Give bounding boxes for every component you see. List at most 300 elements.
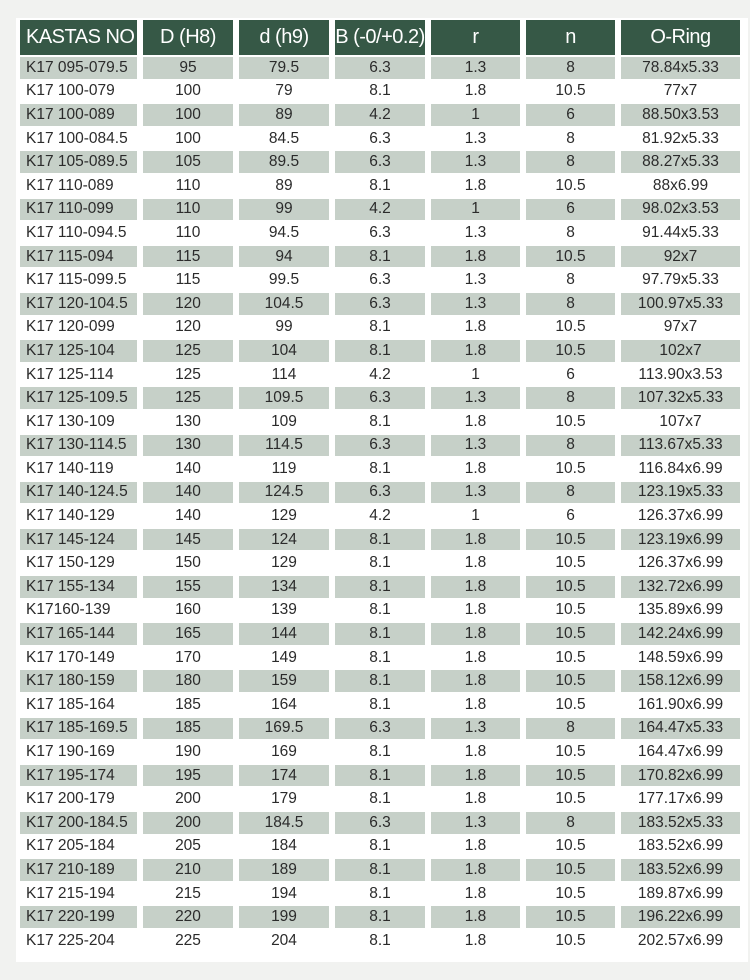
cell-n: 10.5 (526, 906, 615, 928)
table-row (20, 552, 740, 574)
cell-radius: 1.8 (431, 552, 520, 574)
table-row (20, 765, 740, 787)
cell-o-ring: 126.37x6.99 (621, 552, 740, 574)
cell-width: 4.2 (335, 505, 425, 527)
cell-kastas-no: K17 125-109.5 (20, 387, 137, 409)
cell-n: 10.5 (526, 340, 615, 362)
cell-kastas-no: K17160-139 (20, 600, 137, 622)
cell-outer-diameter: 125 (143, 364, 233, 386)
cell-outer-diameter: 200 (143, 788, 233, 810)
cell-inner-diameter: 119 (239, 458, 329, 480)
cell-width: 8.1 (335, 600, 425, 622)
cell-outer-diameter: 200 (143, 812, 233, 834)
cell-radius: 1.8 (431, 765, 520, 787)
cell-outer-diameter: 210 (143, 859, 233, 881)
cell-outer-diameter: 125 (143, 387, 233, 409)
cell-inner-diameter: 79 (239, 81, 329, 103)
cell-n: 8 (526, 151, 615, 173)
cell-o-ring: 97x7 (621, 317, 740, 339)
cell-radius: 1.8 (431, 576, 520, 598)
cell-o-ring: 81.92x5.33 (621, 128, 740, 150)
cell-n: 10.5 (526, 175, 615, 197)
header-width: B (-0/+0.2) (335, 20, 425, 55)
cell-inner-diameter: 184.5 (239, 812, 329, 834)
table-row (20, 836, 740, 858)
cell-o-ring: 132.72x6.99 (621, 576, 740, 598)
cell-kastas-no: K17 200-179 (20, 788, 137, 810)
cell-o-ring: 170.82x6.99 (621, 765, 740, 787)
cell-o-ring: 202.57x6.99 (621, 930, 740, 952)
cell-radius: 1.8 (431, 175, 520, 197)
cell-n: 10.5 (526, 647, 615, 669)
table-row (20, 364, 740, 386)
table-row (20, 317, 740, 339)
cell-width: 8.1 (335, 529, 425, 551)
cell-n: 10.5 (526, 576, 615, 598)
cell-n: 10.5 (526, 765, 615, 787)
cell-outer-diameter: 105 (143, 151, 233, 173)
cell-radius: 1.8 (431, 859, 520, 881)
cell-kastas-no: K17 150-129 (20, 552, 137, 574)
table-row (20, 81, 740, 103)
table-row (20, 741, 740, 763)
cell-width: 8.1 (335, 670, 425, 692)
cell-n: 10.5 (526, 670, 615, 692)
cell-outer-diameter: 140 (143, 458, 233, 480)
table-row (20, 222, 740, 244)
cell-width: 6.3 (335, 151, 425, 173)
table-row (20, 151, 740, 173)
cell-outer-diameter: 170 (143, 647, 233, 669)
cell-n: 10.5 (526, 741, 615, 763)
cell-n: 8 (526, 387, 615, 409)
cell-radius: 1.8 (431, 741, 520, 763)
cell-n: 10.5 (526, 411, 615, 433)
header-o-ring: O-Ring (621, 20, 740, 55)
cell-width: 6.3 (335, 222, 425, 244)
table-row (20, 670, 740, 692)
cell-width: 8.1 (335, 883, 425, 905)
cell-radius: 1.3 (431, 387, 520, 409)
cell-radius: 1.8 (431, 600, 520, 622)
table-row (20, 57, 740, 79)
cell-radius: 1.8 (431, 906, 520, 928)
cell-inner-diameter: 104.5 (239, 293, 329, 315)
cell-outer-diameter: 95 (143, 57, 233, 79)
cell-radius: 1.8 (431, 458, 520, 480)
cell-n: 6 (526, 364, 615, 386)
cell-width: 8.1 (335, 930, 425, 952)
cell-inner-diameter: 94.5 (239, 222, 329, 244)
cell-kastas-no: K17 220-199 (20, 906, 137, 928)
cell-outer-diameter: 130 (143, 411, 233, 433)
cell-kastas-no: K17 100-079 (20, 81, 137, 103)
cell-radius: 1 (431, 505, 520, 527)
cell-radius: 1.8 (431, 647, 520, 669)
table-row (20, 104, 740, 126)
cell-inner-diameter: 99 (239, 199, 329, 221)
cell-o-ring: 123.19x5.33 (621, 482, 740, 504)
cell-n: 10.5 (526, 883, 615, 905)
cell-radius: 1.8 (431, 81, 520, 103)
cell-n: 8 (526, 435, 615, 457)
cell-radius: 1.8 (431, 246, 520, 268)
cell-kastas-no: K17 185-169.5 (20, 718, 137, 740)
cell-inner-diameter: 124.5 (239, 482, 329, 504)
cell-radius: 1.3 (431, 222, 520, 244)
cell-width: 6.3 (335, 387, 425, 409)
cell-o-ring: 183.52x6.99 (621, 836, 740, 858)
cell-width: 8.1 (335, 788, 425, 810)
cell-o-ring: 78.84x5.33 (621, 57, 740, 79)
cell-radius: 1.8 (431, 930, 520, 952)
cell-width: 8.1 (335, 458, 425, 480)
cell-n: 10.5 (526, 600, 615, 622)
cell-o-ring: 91.44x5.33 (621, 222, 740, 244)
table-row (20, 718, 740, 740)
header-kastas-no: KASTAS NO (20, 20, 137, 55)
cell-width: 8.1 (335, 765, 425, 787)
cell-width: 8.1 (335, 340, 425, 362)
cell-n: 10.5 (526, 788, 615, 810)
cell-width: 4.2 (335, 364, 425, 386)
header-n: n (526, 20, 615, 55)
table-row (20, 788, 740, 810)
cell-inner-diameter: 99.5 (239, 269, 329, 291)
cell-outer-diameter: 110 (143, 175, 233, 197)
table-row (20, 859, 740, 881)
cell-width: 4.2 (335, 104, 425, 126)
cell-o-ring: 88x6.99 (621, 175, 740, 197)
header-outer-diameter: D (H8) (143, 20, 233, 55)
cell-kastas-no: K17 120-104.5 (20, 293, 137, 315)
cell-width: 8.1 (335, 741, 425, 763)
cell-outer-diameter: 150 (143, 552, 233, 574)
cell-radius: 1.8 (431, 529, 520, 551)
table-row (20, 199, 740, 221)
cell-kastas-no: K17 140-119 (20, 458, 137, 480)
cell-width: 6.3 (335, 57, 425, 79)
cell-radius: 1.8 (431, 836, 520, 858)
cell-o-ring: 107x7 (621, 411, 740, 433)
cell-inner-diameter: 109 (239, 411, 329, 433)
table-row (20, 505, 740, 527)
cell-outer-diameter: 115 (143, 269, 233, 291)
table-row (20, 293, 740, 315)
cell-radius: 1 (431, 364, 520, 386)
cell-outer-diameter: 155 (143, 576, 233, 598)
cell-o-ring: 164.47x5.33 (621, 718, 740, 740)
cell-width: 8.1 (335, 317, 425, 339)
cell-radius: 1.3 (431, 269, 520, 291)
table-row (20, 600, 740, 622)
cell-radius: 1.3 (431, 435, 520, 457)
cell-n: 10.5 (526, 246, 615, 268)
cell-outer-diameter: 160 (143, 600, 233, 622)
cell-inner-diameter: 89 (239, 104, 329, 126)
cell-inner-diameter: 169.5 (239, 718, 329, 740)
cell-kastas-no: K17 170-149 (20, 647, 137, 669)
cell-n: 8 (526, 57, 615, 79)
cell-inner-diameter: 184 (239, 836, 329, 858)
cell-n: 6 (526, 199, 615, 221)
cell-kastas-no: K17 180-159 (20, 670, 137, 692)
cell-n: 8 (526, 293, 615, 315)
table-row (20, 387, 740, 409)
cell-width: 8.1 (335, 623, 425, 645)
cell-o-ring: 164.47x6.99 (621, 741, 740, 763)
header-row (20, 20, 740, 55)
cell-inner-diameter: 194 (239, 883, 329, 905)
cell-kastas-no: K17 115-099.5 (20, 269, 137, 291)
cell-outer-diameter: 120 (143, 317, 233, 339)
dimension-table (14, 18, 746, 954)
cell-outer-diameter: 195 (143, 765, 233, 787)
table-row (20, 411, 740, 433)
table-row (20, 883, 740, 905)
cell-kastas-no: K17 120-099 (20, 317, 137, 339)
cell-o-ring: 113.90x3.53 (621, 364, 740, 386)
cell-inner-diameter: 124 (239, 529, 329, 551)
cell-outer-diameter: 205 (143, 836, 233, 858)
cell-inner-diameter: 129 (239, 505, 329, 527)
cell-outer-diameter: 110 (143, 199, 233, 221)
cell-n: 10.5 (526, 317, 615, 339)
table-row (20, 175, 740, 197)
table-row (20, 576, 740, 598)
cell-o-ring: 88.27x5.33 (621, 151, 740, 173)
table-row (20, 623, 740, 645)
cell-radius: 1.8 (431, 788, 520, 810)
cell-n: 8 (526, 269, 615, 291)
header-inner-diameter: d (h9) (239, 20, 329, 55)
cell-width: 8.1 (335, 836, 425, 858)
cell-n: 8 (526, 718, 615, 740)
cell-outer-diameter: 190 (143, 741, 233, 763)
cell-outer-diameter: 130 (143, 435, 233, 457)
cell-kastas-no: K17 140-129 (20, 505, 137, 527)
cell-inner-diameter: 174 (239, 765, 329, 787)
cell-inner-diameter: 179 (239, 788, 329, 810)
cell-radius: 1.3 (431, 293, 520, 315)
cell-kastas-no: K17 095-079.5 (20, 57, 137, 79)
cell-inner-diameter: 199 (239, 906, 329, 928)
cell-radius: 1.3 (431, 128, 520, 150)
cell-kastas-no: K17 140-124.5 (20, 482, 137, 504)
cell-o-ring: 97.79x5.33 (621, 269, 740, 291)
cell-outer-diameter: 165 (143, 623, 233, 645)
cell-o-ring: 126.37x6.99 (621, 505, 740, 527)
table-row (20, 340, 740, 362)
cell-radius: 1 (431, 104, 520, 126)
cell-radius: 1.8 (431, 411, 520, 433)
cell-outer-diameter: 100 (143, 104, 233, 126)
cell-n: 10.5 (526, 552, 615, 574)
cell-o-ring: 98.02x3.53 (621, 199, 740, 221)
cell-o-ring: 189.87x6.99 (621, 883, 740, 905)
cell-inner-diameter: 114 (239, 364, 329, 386)
cell-width: 8.1 (335, 411, 425, 433)
cell-n: 10.5 (526, 623, 615, 645)
cell-inner-diameter: 89.5 (239, 151, 329, 173)
cell-inner-diameter: 189 (239, 859, 329, 881)
cell-outer-diameter: 140 (143, 505, 233, 527)
cell-width: 8.1 (335, 906, 425, 928)
cell-kastas-no: K17 110-094.5 (20, 222, 137, 244)
cell-inner-diameter: 94 (239, 246, 329, 268)
cell-width: 8.1 (335, 81, 425, 103)
cell-inner-diameter: 104 (239, 340, 329, 362)
cell-kastas-no: K17 195-174 (20, 765, 137, 787)
cell-n: 10.5 (526, 930, 615, 952)
cell-radius: 1.8 (431, 883, 520, 905)
table-row (20, 812, 740, 834)
cell-outer-diameter: 115 (143, 246, 233, 268)
cell-inner-diameter: 159 (239, 670, 329, 692)
cell-o-ring: 183.52x6.99 (621, 859, 740, 881)
cell-n: 8 (526, 812, 615, 834)
cell-kastas-no: K17 155-134 (20, 576, 137, 598)
cell-inner-diameter: 114.5 (239, 435, 329, 457)
cell-kastas-no: K17 190-169 (20, 741, 137, 763)
table-row (20, 647, 740, 669)
cell-inner-diameter: 169 (239, 741, 329, 763)
cell-inner-diameter: 79.5 (239, 57, 329, 79)
cell-outer-diameter: 225 (143, 930, 233, 952)
cell-width: 8.1 (335, 552, 425, 574)
cell-outer-diameter: 125 (143, 340, 233, 362)
table-row (20, 529, 740, 551)
table-row (20, 930, 740, 952)
cell-kastas-no: K17 185-164 (20, 694, 137, 716)
cell-radius: 1 (431, 199, 520, 221)
cell-o-ring: 113.67x5.33 (621, 435, 740, 457)
cell-o-ring: 107.32x5.33 (621, 387, 740, 409)
cell-width: 8.1 (335, 694, 425, 716)
cell-width: 8.1 (335, 647, 425, 669)
cell-inner-diameter: 109.5 (239, 387, 329, 409)
table-body (20, 57, 740, 952)
cell-kastas-no: K17 130-109 (20, 411, 137, 433)
table-row (20, 906, 740, 928)
cell-o-ring: 77x7 (621, 81, 740, 103)
cell-inner-diameter: 89 (239, 175, 329, 197)
cell-o-ring: 142.24x6.99 (621, 623, 740, 645)
cell-width: 6.3 (335, 718, 425, 740)
cell-radius: 1.8 (431, 340, 520, 362)
cell-kastas-no: K17 210-189 (20, 859, 137, 881)
cell-outer-diameter: 180 (143, 670, 233, 692)
cell-width: 6.3 (335, 269, 425, 291)
header-radius: r (431, 20, 520, 55)
cell-kastas-no: K17 145-124 (20, 529, 137, 551)
cell-width: 6.3 (335, 293, 425, 315)
cell-outer-diameter: 220 (143, 906, 233, 928)
cell-width: 6.3 (335, 812, 425, 834)
cell-o-ring: 100.97x5.33 (621, 293, 740, 315)
cell-radius: 1.3 (431, 718, 520, 740)
table-row (20, 435, 740, 457)
cell-kastas-no: K17 100-089 (20, 104, 137, 126)
cell-o-ring: 88.50x3.53 (621, 104, 740, 126)
cell-n: 10.5 (526, 458, 615, 480)
cell-outer-diameter: 185 (143, 694, 233, 716)
cell-o-ring: 177.17x6.99 (621, 788, 740, 810)
cell-inner-diameter: 84.5 (239, 128, 329, 150)
cell-n: 10.5 (526, 81, 615, 103)
cell-inner-diameter: 99 (239, 317, 329, 339)
cell-width: 8.1 (335, 859, 425, 881)
cell-o-ring: 123.19x6.99 (621, 529, 740, 551)
cell-inner-diameter: 149 (239, 647, 329, 669)
cell-width: 6.3 (335, 435, 425, 457)
cell-inner-diameter: 144 (239, 623, 329, 645)
cell-inner-diameter: 129 (239, 552, 329, 574)
cell-kastas-no: K17 100-084.5 (20, 128, 137, 150)
cell-radius: 1.8 (431, 694, 520, 716)
cell-n: 10.5 (526, 859, 615, 881)
cell-n: 10.5 (526, 836, 615, 858)
cell-width: 6.3 (335, 128, 425, 150)
cell-radius: 1.3 (431, 57, 520, 79)
cell-o-ring: 158.12x6.99 (621, 670, 740, 692)
cell-o-ring: 196.22x6.99 (621, 906, 740, 928)
cell-kastas-no: K17 200-184.5 (20, 812, 137, 834)
cell-radius: 1.8 (431, 670, 520, 692)
cell-inner-diameter: 134 (239, 576, 329, 598)
cell-kastas-no: K17 205-184 (20, 836, 137, 858)
cell-kastas-no: K17 215-194 (20, 883, 137, 905)
cell-radius: 1.3 (431, 482, 520, 504)
cell-kastas-no: K17 125-104 (20, 340, 137, 362)
cell-n: 8 (526, 128, 615, 150)
cell-outer-diameter: 120 (143, 293, 233, 315)
cell-outer-diameter: 110 (143, 222, 233, 244)
cell-o-ring: 183.52x5.33 (621, 812, 740, 834)
cell-radius: 1.8 (431, 623, 520, 645)
cell-kastas-no: K17 130-114.5 (20, 435, 137, 457)
cell-kastas-no: K17 110-089 (20, 175, 137, 197)
cell-outer-diameter: 100 (143, 81, 233, 103)
cell-radius: 1.3 (431, 151, 520, 173)
cell-width: 8.1 (335, 246, 425, 268)
table-row (20, 482, 740, 504)
cell-n: 8 (526, 482, 615, 504)
cell-o-ring: 161.90x6.99 (621, 694, 740, 716)
cell-radius: 1.3 (431, 812, 520, 834)
cell-kastas-no: K17 110-099 (20, 199, 137, 221)
cell-inner-diameter: 204 (239, 930, 329, 952)
table-row (20, 246, 740, 268)
cell-inner-diameter: 139 (239, 600, 329, 622)
cell-kastas-no: K17 225-204 (20, 930, 137, 952)
table-row (20, 694, 740, 716)
table-row (20, 128, 740, 150)
cell-o-ring: 135.89x6.99 (621, 600, 740, 622)
cell-n: 10.5 (526, 529, 615, 551)
cell-radius: 1.8 (431, 317, 520, 339)
table-row (20, 458, 740, 480)
cell-kastas-no: K17 165-144 (20, 623, 137, 645)
cell-width: 6.3 (335, 482, 425, 504)
cell-width: 8.1 (335, 576, 425, 598)
spec-sheet (16, 18, 748, 962)
cell-o-ring: 102x7 (621, 340, 740, 362)
cell-outer-diameter: 215 (143, 883, 233, 905)
cell-n: 6 (526, 505, 615, 527)
cell-width: 4.2 (335, 199, 425, 221)
cell-outer-diameter: 100 (143, 128, 233, 150)
